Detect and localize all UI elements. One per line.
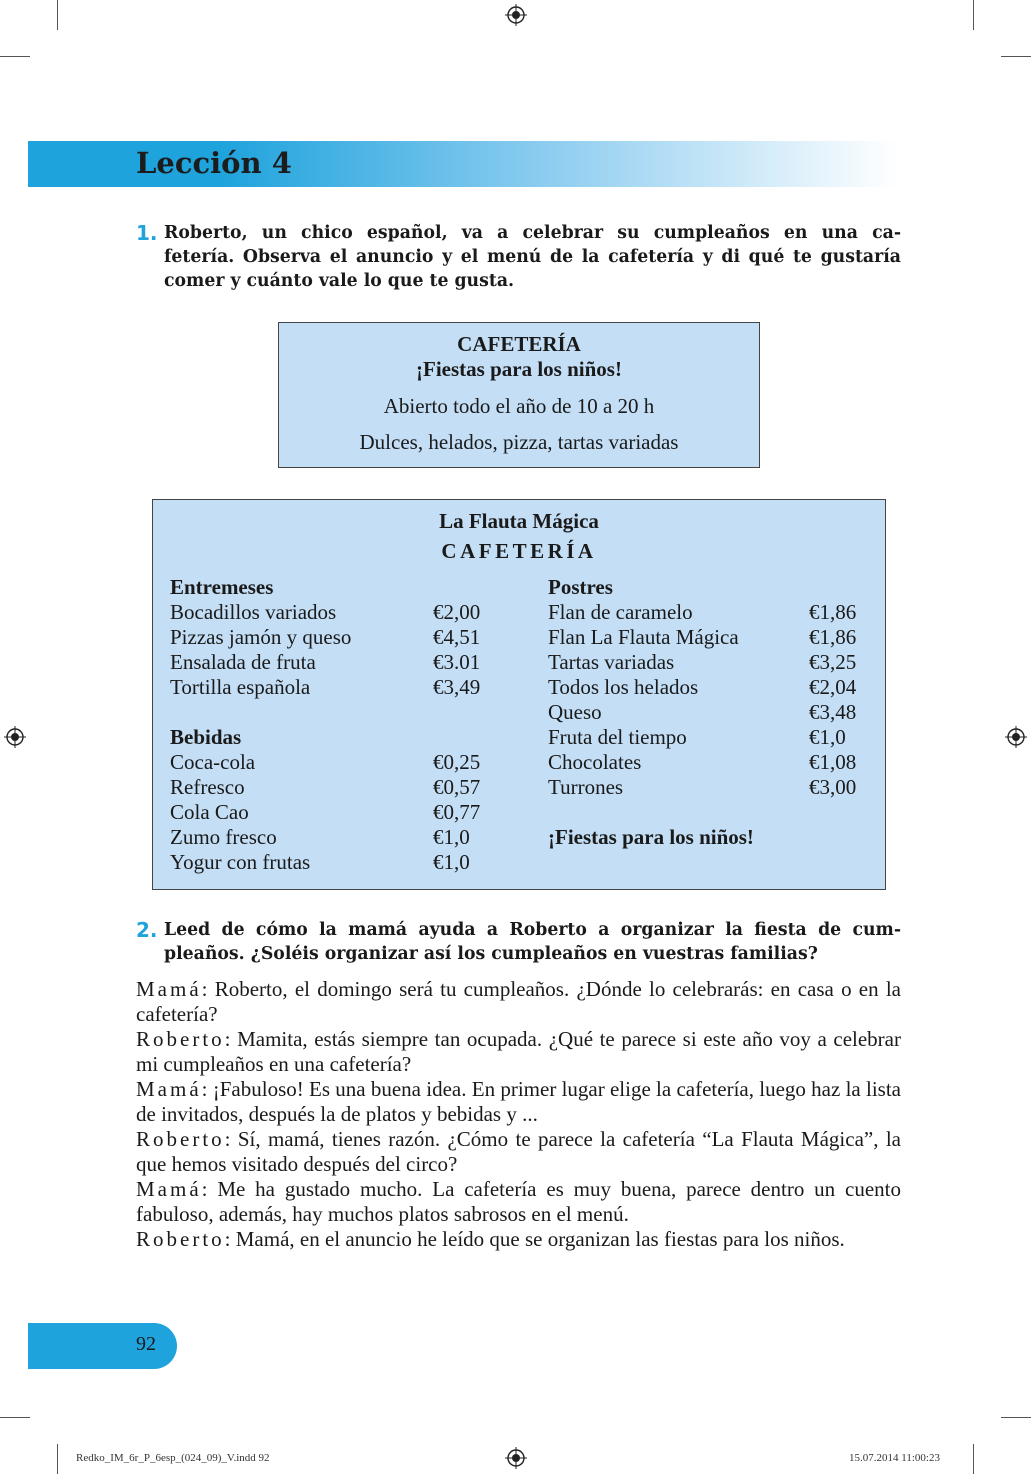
menu-section-heading: Entremeses: [170, 575, 274, 599]
menu-item-name: Flan de caramelo: [548, 600, 693, 624]
menu-item: [548, 600, 868, 625]
menu-item-name: Flan La Flauta Mágica: [548, 625, 739, 649]
crop-mark: [973, 0, 974, 30]
ad-title: CAFETERÍA: [457, 332, 581, 356]
menu-item-price: €3.01: [433, 650, 481, 674]
dialog-speaker: Roberto: [136, 1227, 225, 1251]
menu-item: [548, 725, 868, 750]
dialog-speaker: Mamá: [136, 1177, 202, 1201]
dialog-utterance: : ¡Fabuloso! Es una buena idea. En primer lugar elige la cafetería, luego haz la lista de invitados, después la de platos y bebidas y ...: [136, 1077, 901, 1126]
crop-mark: [1001, 1417, 1031, 1418]
dialog-text: [136, 977, 901, 1252]
dialog-line: [136, 977, 901, 1027]
menu-item-name: Chocolates: [548, 750, 642, 774]
dialog-line: [136, 1227, 901, 1252]
menu-item: [170, 625, 500, 650]
menu-item-name: Queso: [548, 700, 602, 724]
menu-item-price: €3,00: [809, 775, 857, 799]
crop-mark: [57, 0, 58, 30]
menu-item-name: Coca-cola: [170, 750, 256, 774]
menu-item-price: €3,49: [433, 675, 481, 699]
menu-footer: ¡Fiestas para los niños!: [548, 825, 754, 849]
crop-mark: [57, 1444, 58, 1474]
menu-item: [170, 850, 500, 875]
dialog-utterance: : Mamita, estás siempre tan ocupada. ¿Qué te parece si este año voy a celebrar mi cumpleaños en una cafetería?: [136, 1027, 901, 1076]
menu-item-price: €2,04: [809, 675, 857, 699]
dialog-line: [136, 1127, 901, 1177]
crop-mark: [0, 1417, 30, 1418]
cafeteria-menu: [152, 499, 886, 890]
page-number: 92: [136, 1333, 156, 1355]
menu-item-price: €0,77: [433, 800, 481, 824]
instruction-line: Leed de cómo la mamá ayuda a Roberto a organizar la fiesta de cum-: [164, 920, 901, 940]
crop-mark: [973, 1444, 974, 1474]
dialog-utterance: : Sí, mamá, tienes razón. ¿Cómo te parece la cafetería “La Flauta Mágica”, la que hemos visitado después del circo?: [136, 1127, 901, 1176]
menu-item-price: €1,0: [433, 825, 470, 849]
menu-item-name: Tartas variadas: [548, 650, 675, 674]
dialog-utterance: : Me ha gustado mucho. La cafetería es muy buena, parece dentro un cuento fabuloso, además, hay muchos platos sabrosos en el menú.: [136, 1177, 901, 1226]
exercise-2-instructions: [164, 918, 901, 966]
menu-item: [170, 825, 500, 850]
instruction-line: comer y cuánto vale lo que te gusta.: [164, 271, 515, 291]
menu-item: [548, 700, 868, 725]
dialog-utterance: : Mamá, en el anuncio he leído que se organizan las fiestas para los niños.: [224, 1227, 845, 1251]
menu-item-price: €1,0: [433, 850, 470, 874]
dialog-speaker: Mamá: [136, 977, 202, 1001]
menu-item-price: €1,86: [809, 600, 857, 624]
instruction-line: Roberto, un chico español, va a celebrar su cumpleaños en una ca-: [164, 223, 901, 243]
menu-item: [548, 775, 868, 800]
ad-products: Dulces, helados, pizza, tartas variadas: [359, 430, 679, 454]
menu-item-name: Cola Cao: [170, 800, 249, 824]
menu-item-name: Yogur con frutas: [170, 850, 311, 874]
dialog-speaker: Mamá: [136, 1077, 202, 1101]
menu-item-price: €2,00: [433, 600, 481, 624]
menu-item-name: Pizzas jamón y queso: [170, 625, 352, 649]
menu-item-name: Turrones: [548, 775, 624, 799]
menu-item: [548, 650, 868, 675]
menu-item-name: Refresco: [170, 775, 245, 799]
registration-mark-icon: [4, 726, 26, 748]
dialog-utterance: : Roberto, el domingo será tu cumpleaños. ¿Dónde lo celebrarás: en casa o en la cafetería?: [136, 977, 901, 1026]
menu-item-price: €1,0: [809, 725, 846, 749]
menu-section-heading: Bebidas: [170, 725, 242, 749]
cafeteria-advertisement: [278, 322, 760, 468]
menu-item-name: Fruta del tiempo: [548, 725, 687, 749]
dialog-line: [136, 1027, 901, 1077]
ad-subtitle: ¡Fiestas para los niños!: [416, 357, 622, 381]
menu-item: [170, 675, 500, 700]
exercise-2-number: 2.: [136, 918, 158, 942]
menu-item-name: Tortilla española: [170, 675, 311, 699]
print-slug-date: 15.07.2014 11:00:23: [849, 1452, 940, 1464]
menu-item-price: €4,51: [433, 625, 481, 649]
menu-name: La Flauta Mágica: [439, 509, 599, 533]
menu-item: [170, 600, 500, 625]
menu-item-price: €3,25: [809, 650, 857, 674]
dialog-speaker: Roberto: [136, 1027, 225, 1051]
menu-item: [170, 800, 500, 825]
lesson-title: Lección 4: [136, 146, 292, 180]
menu-item: [548, 750, 868, 775]
menu-item-price: €0,25: [433, 750, 481, 774]
crop-mark: [1001, 56, 1031, 57]
ad-hours: Abierto todo el año de 10 a 20 h: [383, 394, 655, 418]
menu-item-name: Bocadillos variados: [170, 600, 337, 624]
registration-mark-icon: [1005, 726, 1027, 748]
menu-item-name: Zumo fresco: [170, 825, 277, 849]
instruction-line: pleaños. ¿Soléis organizar así los cumpleaños en vuestras familias?: [164, 944, 818, 964]
menu-item: [170, 650, 500, 675]
exercise-1-number: 1.: [136, 221, 158, 245]
menu-item-price: €1,86: [809, 625, 857, 649]
menu-item-name: Todos los helados: [548, 675, 699, 699]
menu-item-price: €1,08: [809, 750, 857, 774]
menu-item: [170, 775, 500, 800]
instruction-line: fetería. Observa el anuncio y el menú de la cafetería y di qué te gustaría: [164, 247, 901, 267]
exercise-1-instructions: [164, 221, 901, 293]
menu-subtitle: CAFETERÍA: [441, 539, 597, 563]
registration-mark-icon: [505, 4, 527, 26]
menu-item: [170, 750, 500, 775]
print-slug-file: Redko_IM_6r_P_6esp_(024_09)_V.indd 92: [76, 1452, 270, 1464]
dialog-line: [136, 1177, 901, 1227]
dialog-speaker: Roberto: [136, 1127, 225, 1151]
menu-item-name: Ensalada de fruta: [170, 650, 316, 674]
dialog-line: [136, 1077, 901, 1127]
menu-item-price: €0,57: [433, 775, 481, 799]
menu-item: [548, 625, 868, 650]
menu-item-price: €3,48: [809, 700, 857, 724]
menu-section-heading: Postres: [548, 575, 613, 599]
crop-mark: [0, 56, 30, 57]
registration-mark-icon: [505, 1447, 527, 1469]
menu-item: [548, 675, 868, 700]
